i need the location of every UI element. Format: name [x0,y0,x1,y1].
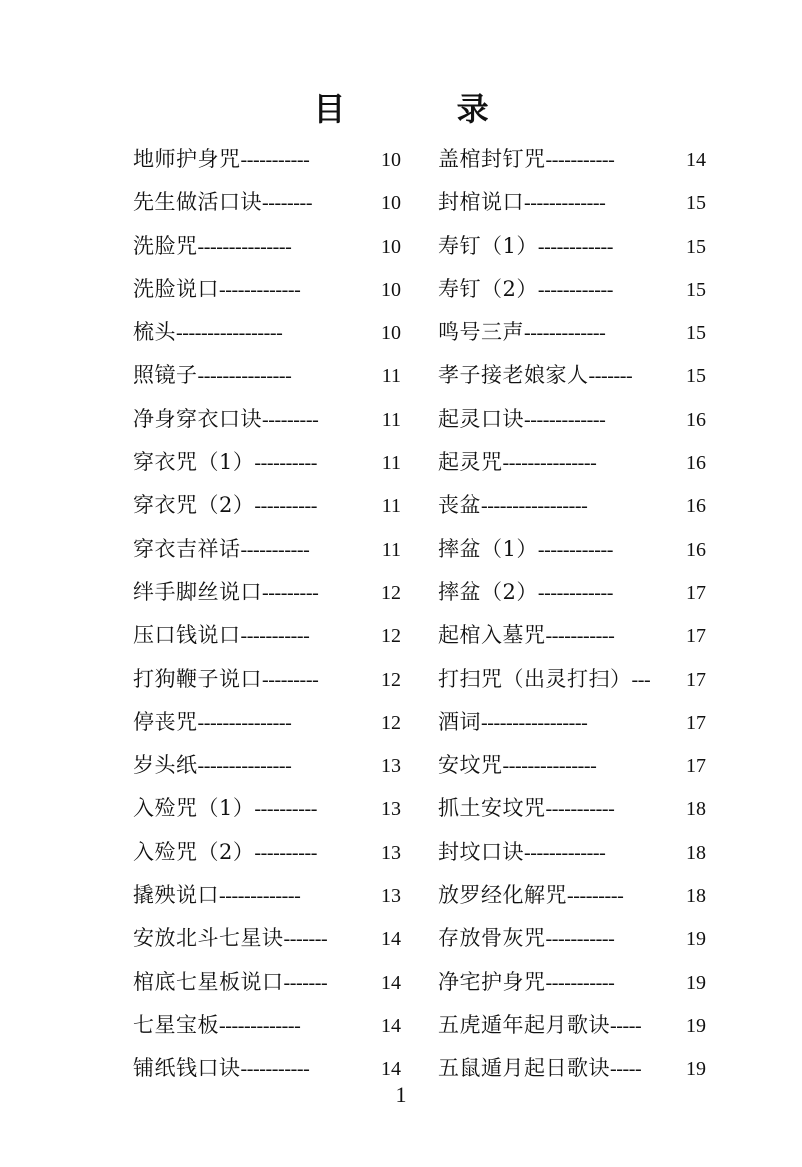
toc-entry-page: 19 [686,928,706,951]
toc-entry-page: 14 [381,928,401,951]
toc-entry-page: 10 [381,192,401,215]
toc-entry [133,311,401,354]
toc-entry [133,571,401,614]
toc-entry-page: 15 [686,235,706,258]
toc-entry-label: 摔盆（1） [438,536,538,561]
toc-entry [133,268,401,311]
toc-entry-leader: ----------- [240,149,310,171]
toc-entry-page: 12 [381,668,401,691]
toc-entry-leader: --------------- [197,711,292,734]
toc-column-right [438,138,706,1091]
toc-entry-page: 17 [686,668,706,691]
toc-entry-label: 酒词 [438,709,481,734]
toc-entry [133,744,401,787]
toc-entry [438,311,706,354]
toc-entry-page: 17 [686,581,706,604]
toc-entry [133,658,401,701]
toc-entry-page: 16 [686,495,706,518]
toc-entry-label: 打扫咒（出灵打扫） [438,666,632,691]
toc-entry-leader: ------------- [524,192,606,215]
toc-entry [133,398,401,441]
toc-entry-label: 净身穿衣口诀 [133,406,262,431]
toc-entry-leader: --------- [262,581,319,604]
toc-entry-page: 15 [686,278,706,301]
toc-entry-leader: --------------- [502,452,597,475]
toc-entry-label: 摔盆（2） [438,579,538,604]
toc-entry-label: 铺纸钱口诀 [133,1056,241,1081]
toc-entry-label: 洗脸说口 [133,276,219,301]
toc-entry-page: 14 [381,971,401,994]
toc-entry-leader: ------------ [537,278,613,301]
toc-entry [133,441,401,484]
toc-entry-leader: ----------- [545,149,615,171]
toc-entry [133,138,401,181]
toc-entry [438,225,706,268]
toc-entry-label: 起灵口诀 [438,406,524,431]
toc-entry-leader: ----------- [545,928,615,951]
toc-entry-page: 18 [686,798,706,821]
toc-entry-page: 15 [686,322,706,345]
toc-entry-page: 13 [381,798,401,821]
toc-entry-leader: ---------- [254,452,317,475]
toc-entry-leader: ------- [283,971,328,994]
toc-entry-label: 丧盆 [438,493,481,518]
toc-entry-leader: -------- [262,192,313,215]
toc-entry-leader: ------------- [219,885,301,908]
toc-column-left [133,138,401,1091]
toc-entry-page: 15 [686,365,706,388]
toc-entry-label: 封棺说口 [438,190,524,215]
toc-entry-label: 压口钱说口 [133,623,241,648]
toc-entry-label: 封坟口诀 [438,839,524,864]
toc-entry-page: 10 [381,322,401,345]
toc-entry-label: 入殓咒（2） [133,839,255,864]
toc-entry-leader: --------------- [197,235,292,258]
toc-entry [438,268,706,311]
toc-entry-label: 梳头 [133,320,176,345]
toc-entry-leader: ------------- [219,278,301,301]
toc-entry [133,961,401,1004]
toc-entry-label: 起灵咒 [438,450,503,475]
toc-entry [133,354,401,397]
toc-entry-leader: ------------ [537,581,613,604]
toc-entry-leader: ----------- [545,625,615,648]
toc-entry-leader: ---------- [254,841,317,864]
toc-entry-leader: ---------- [254,798,317,821]
toc-entry-label: 七星宝板 [133,1012,219,1037]
toc-entry-leader: ----- [610,1058,642,1081]
toc-entry [438,744,706,787]
toc-entry [438,917,706,960]
toc-entry-page: 17 [686,711,706,734]
toc-entry-page: 13 [381,885,401,908]
toc-entry-leader: ------------- [524,322,606,345]
toc-entry [438,181,706,224]
toc-entry-leader: ------------- [524,408,606,431]
toc-entry-label: 存放骨灰咒 [438,926,546,951]
toc-entry [133,484,401,527]
toc-entry [133,528,401,571]
toc-entry-page: 10 [381,149,401,171]
toc-entry [133,181,401,224]
toc-entry [133,787,401,830]
page-number: 1 [395,1082,407,1107]
toc-entry [438,398,706,441]
toc-entry-label: 净宅护身咒 [438,969,546,994]
toc-entry-page: 19 [686,1058,706,1081]
toc-entry-leader: ------------ [537,235,613,258]
toc-entry [438,614,706,657]
toc-entry-page: 17 [686,755,706,778]
toc-entry-page: 10 [381,278,401,301]
toc-entry-label: 盖棺封钉咒 [438,147,546,171]
toc-entry-leader: ------- [283,928,328,951]
toc-entry-label: 五鼠遁月起日歌诀 [438,1056,610,1081]
toc-entry [133,917,401,960]
toc-entry-page: 11 [381,538,401,561]
toc-entry-page: 12 [381,581,401,604]
toc-entry-label: 安坟咒 [438,753,503,778]
page-title: 目 录 [313,90,539,128]
toc-entry-leader: --------------- [197,755,292,778]
toc-entry-page: 12 [381,625,401,648]
toc-entry-leader: --------- [262,408,319,431]
toc-entry-leader: ----------------- [481,711,588,734]
toc-entry-label: 打狗鞭子说口 [133,666,262,691]
toc-entry-label: 穿衣咒（1） [133,450,255,475]
toc-entry-leader: ---------- [254,495,317,518]
toc-entry-page: 14 [686,149,706,171]
toc-entry-label: 棺底七星板说口 [133,969,284,994]
toc-entry-page: 14 [381,1014,401,1037]
toc-entry [438,528,706,571]
toc-entry-leader: ------------- [524,841,606,864]
toc-entry-label: 抓土安坟咒 [438,796,546,821]
toc-entry-label: 穿衣吉祥话 [133,536,241,561]
toc-entry [133,831,401,874]
toc-entry [133,225,401,268]
toc-entry [438,831,706,874]
toc-entry [438,701,706,744]
toc-entry [438,961,706,1004]
toc-entry [438,571,706,614]
toc-entry-leader: ------------- [219,1014,301,1037]
toc-entry-leader: ----------------- [176,322,283,345]
toc-entry-label: 孝子接老娘家人 [438,363,589,388]
toc-entry [133,874,401,917]
toc-entry-label: 鸣号三声 [438,320,524,345]
toc-entry-label: 撬殃说口 [133,883,219,908]
toc-entry-page: 15 [686,192,706,215]
toc-entry [438,1004,706,1047]
toc-entry-page: 16 [686,408,706,431]
toc-entry-page: 11 [381,365,401,388]
toc-entry-label: 寿钉（2） [438,276,538,301]
toc-entry-page: 14 [381,1058,401,1081]
toc-entry-page: 18 [686,885,706,908]
toc-entry [438,354,706,397]
toc-entry [133,1004,401,1047]
toc-entry-page: 18 [686,841,706,864]
toc-entry-leader: ----------- [240,538,310,561]
toc-entry-label: 照镜子 [133,363,198,388]
toc-entry-page: 11 [381,452,401,475]
toc-entry-page: 10 [381,235,401,258]
toc-entry-page: 16 [686,538,706,561]
toc-entry-page: 12 [381,711,401,734]
toc-entry-leader: --- [631,668,651,691]
toc-entry-label: 洗脸咒 [133,233,198,258]
toc-entry-leader: ----- [610,1014,642,1037]
toc-entry [133,614,401,657]
toc-entry-leader: ------------ [537,538,613,561]
toc-entry-leader: ----------- [545,798,615,821]
toc-entry-label: 停丧咒 [133,709,198,734]
toc-entry-leader: ----------------- [481,495,588,518]
toc-entry-page: 13 [381,755,401,778]
toc-entry-leader: ----------- [240,625,310,648]
toc-entry-label: 寿钉（1） [438,233,538,258]
toc-entry-label: 安放北斗七星诀 [133,926,284,951]
toc-entry-page: 19 [686,1014,706,1037]
toc-entry-label: 先生做活口诀 [133,190,262,215]
toc-entry-label: 穿衣咒（2） [133,493,255,518]
toc-entry-label: 起棺入墓咒 [438,623,546,648]
toc-entry-label: 放罗经化解咒 [438,883,567,908]
toc-entry-page: 11 [381,408,401,431]
toc-entry-page: 19 [686,971,706,994]
toc-entry-leader: ----------- [240,1058,310,1081]
toc-entry-label: 五虎遁年起月歌诀 [438,1012,610,1037]
toc-entry [133,701,401,744]
toc-entry [438,484,706,527]
toc-entry-leader: --------- [262,668,319,691]
toc-entry [438,441,706,484]
toc-entry-page: 11 [381,495,401,518]
toc-entry [438,138,706,181]
toc-entry-page: 16 [686,452,706,475]
toc-entry-label: 绊手脚丝说口 [133,579,262,604]
toc-entry [438,787,706,830]
toc-entry [438,658,706,701]
toc-entry-page: 13 [381,841,401,864]
toc-entry-label: 岁头纸 [133,753,198,778]
toc-entry-leader: --------- [567,885,624,908]
toc-entry-leader: ------- [588,365,633,388]
toc-entry-label: 入殓咒（1） [133,796,255,821]
toc-entry-leader: ----------- [545,971,615,994]
toc-entry-leader: --------------- [502,755,597,778]
toc-entry-page: 17 [686,625,706,648]
toc-entry [438,874,706,917]
toc-entry-leader: --------------- [197,365,292,388]
toc-entry-label: 地师护身咒 [133,147,241,171]
